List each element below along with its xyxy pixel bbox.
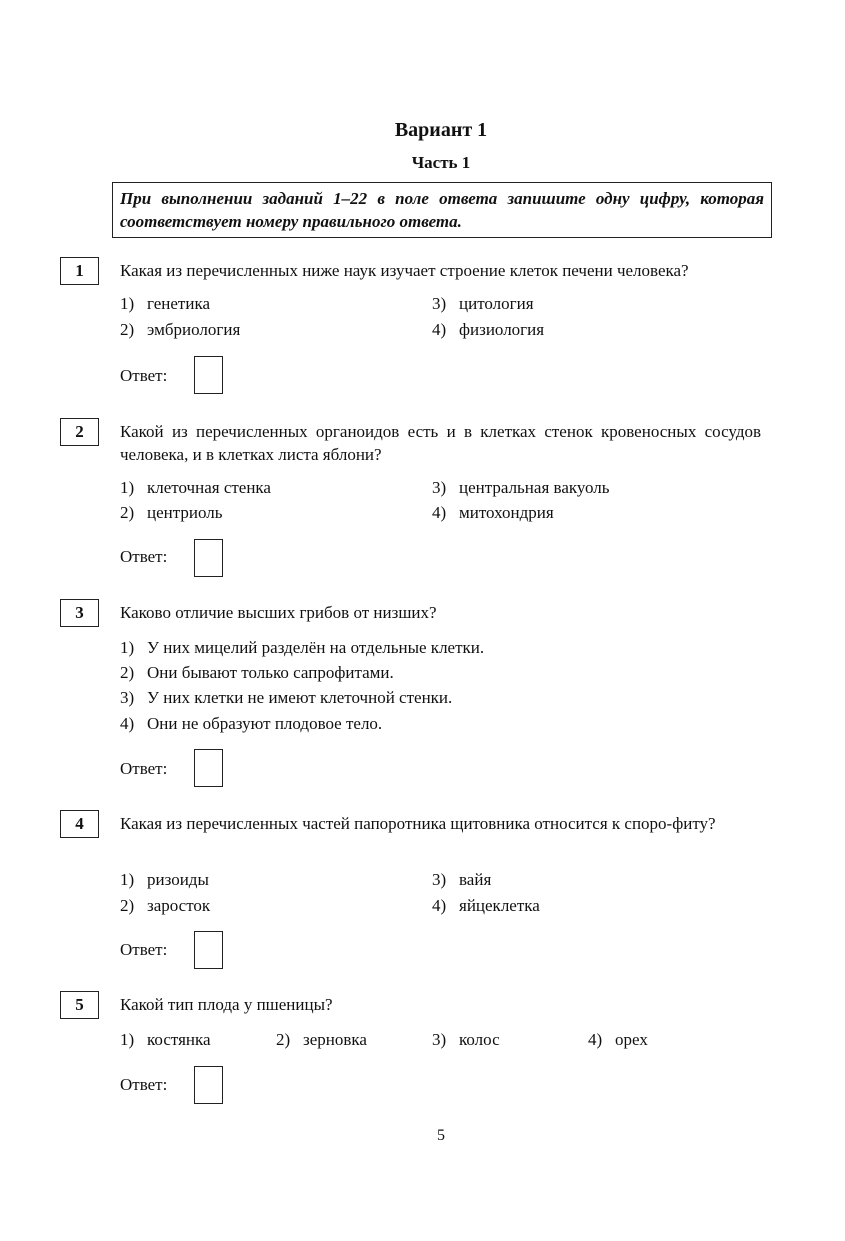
answer-label: Ответ: xyxy=(120,759,168,778)
option-number: 3) xyxy=(432,478,447,497)
answer-option xyxy=(588,1029,648,1051)
page-title: Вариант 1 xyxy=(394,119,488,141)
option-text: митохондрия xyxy=(459,503,554,522)
option-text: У них клетки не имеют клеточной стенки. xyxy=(147,688,453,707)
answer-option xyxy=(120,319,240,341)
answer-option xyxy=(120,662,394,684)
option-text: Они не образуют плодовое тело. xyxy=(147,714,383,733)
option-number: 1) xyxy=(120,478,135,497)
option-number: 2) xyxy=(120,320,135,339)
option-number: 1) xyxy=(120,870,135,889)
option-number: 1) xyxy=(120,294,135,313)
answer-option xyxy=(120,1029,211,1051)
option-text: центриоль xyxy=(147,503,223,522)
option-text: генетика xyxy=(147,294,211,313)
option-text: клеточная стенка xyxy=(147,478,271,497)
question-number-box: 1 xyxy=(60,257,99,285)
option-number: 2) xyxy=(276,1030,291,1049)
question-text: Какой тип плода у пшеницы? xyxy=(120,995,333,1014)
option-text: зерновка xyxy=(303,1030,367,1049)
option-number: 2) xyxy=(120,503,135,522)
option-text: цитология xyxy=(459,294,534,313)
answer-option xyxy=(120,869,209,891)
option-number: 4) xyxy=(120,714,135,733)
answer-input-box[interactable] xyxy=(194,931,223,969)
answer-label: Ответ: xyxy=(120,1075,168,1094)
page-number: 5 xyxy=(437,1127,445,1144)
question-text: Какая из перечисленных частей папоротника щитовника относится к споро-фиту? xyxy=(120,814,716,833)
answer-option xyxy=(120,477,271,499)
answer-input-box[interactable] xyxy=(194,749,223,787)
answer-option xyxy=(120,502,223,524)
option-text: У них мицелий разделён на отдельные клетки. xyxy=(147,638,485,657)
answer-option xyxy=(120,895,210,917)
option-text: орех xyxy=(615,1030,648,1049)
answer-input-box[interactable] xyxy=(194,356,223,394)
option-text: физиология xyxy=(459,320,545,339)
question-number-box: 5 xyxy=(60,991,99,1019)
option-number: 4) xyxy=(432,320,447,339)
option-number: 2) xyxy=(120,663,135,682)
option-text: костянка xyxy=(147,1030,211,1049)
answer-option xyxy=(432,293,534,315)
answer-label: Ответ: xyxy=(120,366,168,385)
option-text: эмбриология xyxy=(147,320,241,339)
question-text: Каково отличие высших грибов от низших? xyxy=(120,603,437,622)
answer-option xyxy=(432,477,609,499)
option-number: 3) xyxy=(120,688,135,707)
answer-option xyxy=(432,869,491,891)
option-number: 3) xyxy=(432,294,447,313)
option-number: 3) xyxy=(432,1030,447,1049)
question-text: Какая из перечисленных ниже наук изучает строение клеток печени человека? xyxy=(120,261,689,280)
answer-option xyxy=(120,713,382,735)
question-number-box: 3 xyxy=(60,599,99,627)
answer-option xyxy=(432,895,540,917)
answer-option xyxy=(120,687,452,709)
option-text: колос xyxy=(459,1030,500,1049)
option-text: ризоиды xyxy=(147,870,209,889)
answer-option xyxy=(432,502,554,524)
option-number: 1) xyxy=(120,638,135,657)
option-text: Они бывают только сапрофитами. xyxy=(147,663,394,682)
answer-option xyxy=(120,637,484,659)
option-number: 1) xyxy=(120,1030,135,1049)
question-number-box: 2 xyxy=(60,418,99,446)
question-text: Какой из перечисленных органоидов есть и в клетках стенок кровеносных сосудов человека, и в клетках листа яблони? xyxy=(120,422,761,464)
answer-option xyxy=(276,1029,367,1051)
option-text: центральная вакуоль xyxy=(459,478,610,497)
option-text: яйцеклетка xyxy=(459,896,540,915)
answer-input-box[interactable] xyxy=(194,1066,223,1104)
answer-option xyxy=(432,319,544,341)
answer-label: Ответ: xyxy=(120,547,168,566)
option-text: вайя xyxy=(459,870,492,889)
option-number: 4) xyxy=(432,896,447,915)
question-number-box: 4 xyxy=(60,810,99,838)
option-number: 2) xyxy=(120,896,135,915)
option-number: 4) xyxy=(432,503,447,522)
part-title: Часть 1 xyxy=(411,153,471,172)
option-number: 4) xyxy=(588,1030,603,1049)
option-text: заросток xyxy=(147,896,211,915)
answer-input-box[interactable] xyxy=(194,539,223,577)
option-number: 3) xyxy=(432,870,447,889)
answer-option xyxy=(432,1029,500,1051)
answer-label: Ответ: xyxy=(120,940,168,959)
answer-option xyxy=(120,293,210,315)
instruction-box: При выполнении заданий 1–22 в поле ответа запишите одну цифру, которая соответствует номеру правильного ответа. xyxy=(112,182,772,238)
